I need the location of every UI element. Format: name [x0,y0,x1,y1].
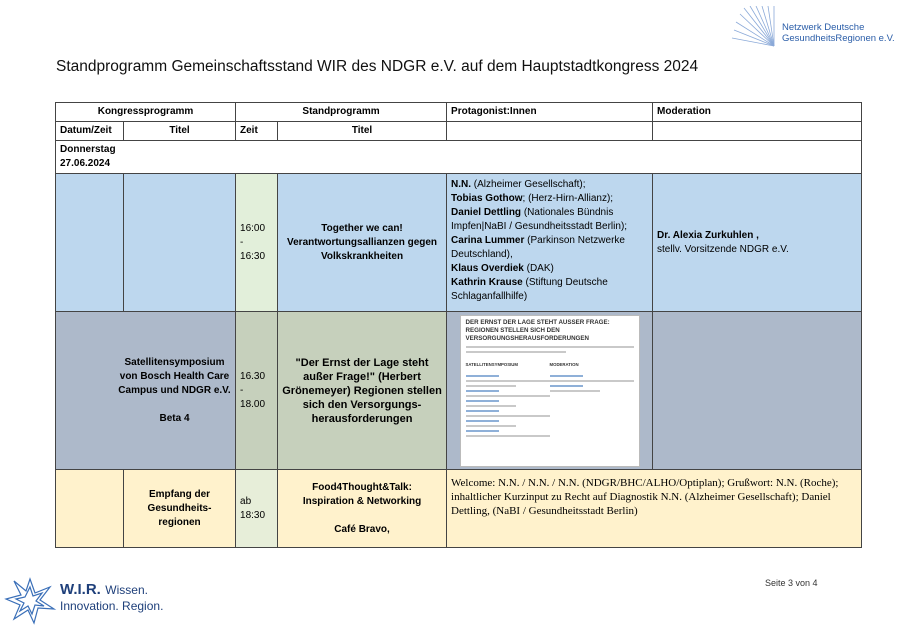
page-number: Seite 3 von 4 [765,578,818,588]
header-kongressprogramm: Kongressprogramm [56,103,236,122]
header-datum-zeit: Datum/Zeit [56,122,124,141]
protagonist-org: (Alzheimer Gesellschaft); [471,179,586,190]
flyer-columns [466,358,634,440]
row2-time-start: 16.30 [240,370,266,382]
row2-kongress-title: Satellitensymposium von Bosch Health Care Campus und NDGR e.V. [118,356,231,396]
row3-time-prefix: ab [240,495,252,507]
flyer-col1-title: SATELLITENSYMPOSIUM [465,361,518,367]
table-row [56,312,862,470]
row3-time-value: 18:30 [240,509,266,521]
row3-title-line2: Inspiration & Networking [302,495,422,507]
symposium-flyer-image [460,315,640,467]
row3-details: Welcome: N.N. / N.N. / N.N. (NDGR/BHC/ALHO/Optiplan); Grußwort: N.N. (Roche); inhaltlicher Kurzinput zu Recht auf Diagnostik N.N. (Alzheimer Gesellschaft); Daniel Dettling, (NaBI / Gesundheitsstadt Berlin) [447,470,862,548]
protagonist-entry [451,192,648,206]
row1-time [236,174,278,312]
row1-time-end: 16:30 [240,250,266,262]
protagonist-org: ; (Herz-Hirn-Allianz); [522,193,614,204]
protagonist-name: Carina Lummer [451,235,525,246]
ndgr-logo-line2: GesundheitsRegionen e.V. [782,33,895,44]
row1-stand-title: Together we can! Verantwortungsallianzen gegen Volkskrankheiten [278,174,447,312]
ndgr-logo-text [782,22,895,44]
row2-moderation [653,312,862,470]
date-cell [56,141,862,174]
row2-time-sep: - [240,384,244,396]
date-row [56,141,862,174]
protagonist-org: (Parkinson Netzwerke Deutschland), [451,235,625,260]
header-standprogramm: Standprogramm [236,103,447,122]
row1-datum [56,174,124,312]
row1-time-start: 16:00 [240,222,266,234]
header-titel-stand: Titel [278,122,447,141]
sub-header-row [56,122,862,141]
header-zeit: Zeit [236,122,278,141]
protagonist-entry [451,178,648,192]
row3-title-line1: Food4Thought&Talk: [312,481,412,493]
date-day: Donnerstag [60,144,116,155]
wir-logo [2,575,192,625]
wir-logo-text [60,581,163,613]
flyer-heading: DER ERNST DER LAGE STEHT AUSSER FRAGE: REGIONEN STELLEN SICH DEN VERSORGUNGSHERAUSFORDERUNGEN [465,318,610,342]
row3-venue: Café Bravo, [334,523,390,535]
page-title: Standprogramm Gemeinschaftsstand WIR des NDGR e.V. auf dem Hauptstadtkongress 2024 [56,58,699,75]
row1-moderation [653,174,862,312]
wir-wissen: Wissen. [105,583,148,597]
row1-time-sep: - [240,236,244,248]
header-empty-mod [653,122,862,141]
schedule-table [55,102,862,548]
header-protagonists: Protagonist:Innen [447,103,653,122]
protagonist-entry [451,262,648,276]
wir-slogan: Innovation. Region. [60,599,164,613]
ndgr-logo [730,6,900,52]
protagonist-entry [451,276,648,304]
row2-time-end: 18.00 [240,398,266,410]
protagonist-entry [451,206,648,234]
protagonist-org: (DAK) [523,263,554,274]
moderator-role: stellv. Vorsitzende NDGR e.V. [657,243,789,255]
group-header-row [56,103,862,122]
protagonist-name: N.N. [451,179,472,190]
row3-time [236,470,278,548]
row3-stand-title [278,470,447,548]
row2-room: Beta 4 [159,412,190,424]
row2-kongress [56,312,236,470]
row2-flyer-cell [447,312,653,470]
protagonist-name: Tobias Gothow [451,193,523,204]
row3-kongress-title: Empfang der Gesundheits-regionen [124,470,236,548]
header-empty-prot [447,122,653,141]
protagonist-name: Daniel Dettling [451,207,522,218]
flyer-col-right [550,358,634,440]
flyer-col2-title: MODERATION [549,361,579,367]
protagonist-org: (Nationales Bündnis Impfen|NaBI / Gesundheitsstadt Berlin); [451,207,628,232]
header-moderation: Moderation [653,103,862,122]
ndgr-logo-line1: Netzwerk Deutsche [782,22,865,33]
moderator-name: Dr. Alexia Zurkuhlen , [657,229,759,241]
row1-protagonists [447,174,653,312]
row1-kongress-title [124,174,236,312]
protagonist-name: Klaus Overdiek [451,263,524,274]
table-row [56,174,862,312]
flyer-line [466,346,634,353]
date-value: 27.06.2024 [60,158,111,169]
row3-datum [56,470,124,548]
header-titel-kongress: Titel [124,122,236,141]
row2-stand-title: "Der Ernst der Lage steht außer Frage!" (Herbert Grönemeyer) Regionen stellen sich den Versorgungs-herausforderungen [278,312,447,470]
row2-time [236,312,278,470]
protagonist-org: (Stiftung Deutsche Schlaganfallhilfe) [451,277,608,302]
wir-brand: W.I.R. [60,581,101,598]
wir-starburst-icon [2,575,58,625]
protagonist-name: Kathrin Krause [451,277,523,288]
ndgr-starburst-icon [730,6,790,52]
table-row [56,470,862,548]
flyer-col-left [466,358,550,440]
protagonist-entry [451,234,648,262]
